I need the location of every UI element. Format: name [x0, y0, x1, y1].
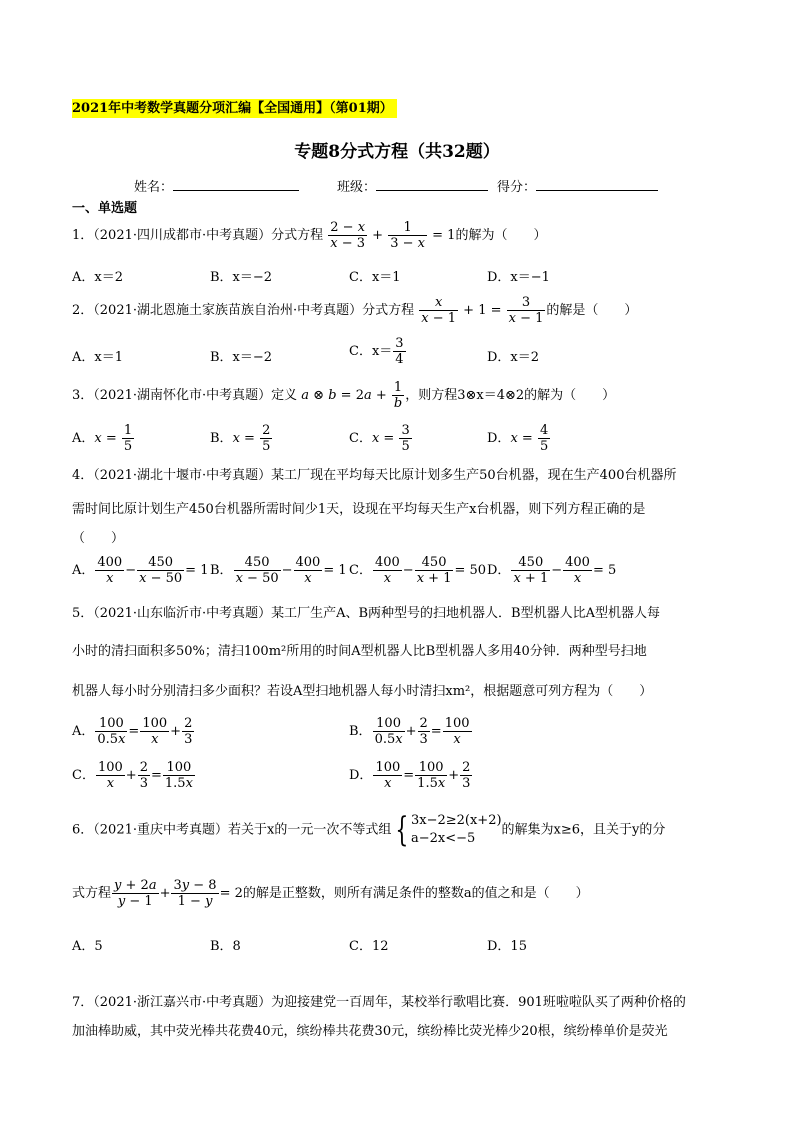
question-5-line-3: 机器人每小时分别清扫多少面积？若设A型扫地机器人每小时清扫xm²，根据题意可列方程为（ ） — [72, 684, 653, 699]
question-6-line-2-text: 式方程 — [72, 886, 112, 901]
option-d[interactable]: D．x = $\frac{4}{5}$ — [487, 423, 549, 454]
question-1-text: 1．（2021·四川成都市·中考真题）分式方程 — [72, 228, 324, 243]
question-7-line-1: 7．（2021·浙江嘉兴市·中考真题）为迎接建党一百周年，某校举行歌唱比赛．901班啦啦队买了两种价格的 — [72, 995, 686, 1010]
option-a[interactable]: A．x = $\frac{1}{5}$ — [72, 423, 133, 454]
formula: $\frac{y + 2a}{y - 1}$ — [114, 878, 157, 909]
question-6-text: 6．（2021·重庆中考真题）若关于x的一元一次不等式组 — [72, 822, 392, 838]
inequality-1: 3x−2≥2(x+2) — [410, 813, 502, 828]
option-c[interactable]: C．12 — [349, 939, 389, 954]
question-4-line-2: 需时间比原计划生产450台机器所需时间少1天，设现在平均每天生产x台机器，则下列方程正确的是 — [72, 502, 646, 517]
option-c[interactable]: C．x = $\frac{3}{5}$ — [349, 423, 410, 454]
option-d[interactable]: D． $\frac{450}{x + 1}$ − $\frac{400}{x}$ = 5 — [487, 555, 617, 586]
section-heading: 一、单选题 — [72, 201, 138, 216]
option-b[interactable]: B． $\frac{100}{0.5x}$ + $\frac{2}{3}$ = $\frac{100}{x}$ — [349, 716, 470, 747]
formula: $\frac{x}{x - 1}$ — [421, 295, 457, 326]
question-7-line-2: 加油棒助威，其中荧光棒共花费40元，缤纷棒共花费30元，缤纷棒比荧光棒少20根，缤纷棒单价是荧光 — [72, 1024, 668, 1039]
option-d[interactable]: D．x＝−1 — [487, 270, 550, 285]
formula: $\frac{2 - x}{x - 3}$ — [330, 220, 366, 251]
question-1-tail: 的解为（ ） — [455, 228, 547, 243]
question-6-line-2-tail: 的解是正整数，则所有满足条件的整数a的值之和是（ ） — [242, 886, 589, 901]
class-label: 班级： — [337, 180, 377, 195]
option-c[interactable] — [349, 336, 407, 367]
question-6-tail: 的解集为x≥6，且关于y的分 — [501, 822, 666, 838]
option-c[interactable]: C．x＝1 — [349, 270, 401, 285]
score-field[interactable] — [497, 176, 658, 195]
question-2: 2．（2021·湖北恩施土家族苗族自治州·中考真题）分式方程 $\frac{x}{x - 1}$ + 1 = $\frac{3}{x - 1}$ 的解是（ ） — [72, 295, 638, 326]
option-a[interactable]: A．x＝1 — [72, 350, 123, 365]
name-label: 姓名： — [134, 180, 174, 195]
formula: $\frac{1}{b}$ — [393, 380, 403, 411]
option-a[interactable]: A．5 — [72, 939, 103, 954]
score-label: 得分： — [497, 180, 537, 195]
class-blank[interactable] — [376, 178, 488, 191]
question-3: 3．（2021·湖南怀化市·中考真题）定义 a ⊗ b = 2a + $\frac{1}{b}$ ，则方程3⊗x＝4⊗2的解为（ ） — [72, 380, 616, 411]
formula: $\frac{3}{x - 1}$ — [508, 295, 544, 326]
option-b[interactable]: B．x = $\frac{2}{5}$ — [210, 423, 271, 454]
question-2-text: 2．（2021·湖北恩施土家族苗族自治州·中考真题）分式方程 — [72, 303, 415, 318]
option-a[interactable]: A． $\frac{400}{x}$ − $\frac{450}{x - 50}$ = 1 — [72, 555, 209, 586]
series-banner: 2021年中考数学真题分项汇编【全国通用】（第01期） — [72, 99, 397, 118]
option-a[interactable]: A．x＝2 — [72, 270, 123, 285]
score-blank[interactable] — [536, 178, 658, 191]
formula: $\frac{3}{4}$ — [395, 336, 404, 367]
option-a[interactable]: A． $\frac{100}{0.5x}$ = $\frac{100}{x}$ + $\frac{2}{3}$ — [72, 716, 193, 747]
formula: $\frac{3y - 8}{1 - y}$ — [173, 878, 217, 909]
question-2-tail: 的解是（ ） — [546, 303, 638, 318]
inequality-system — [411, 812, 502, 848]
question-4-line-1: 4．（2021·湖北十堰市·中考真题）某工厂现在平均每天比原计划多生产50台机器，现在生产400台机器所 — [72, 468, 677, 483]
option-d[interactable]: D．x＝2 — [487, 350, 540, 365]
option-b[interactable]: B．8 — [210, 939, 241, 954]
question-5-line-1: 5．（2021·山东临沂市·中考真题）某工厂生产A、B两种型号的扫地机器人．B型机器人比A型机器人每 — [72, 606, 661, 621]
question-3-tail: ，则方程3⊗x＝4⊗2的解为（ ） — [405, 388, 616, 403]
option-c[interactable]: C． $\frac{100}{x}$ + $\frac{2}{3}$ = $\frac{100}{1.5x}$ — [72, 760, 193, 791]
formula: $\frac{1}{3 - x}$ — [390, 220, 425, 251]
brace-icon: { — [395, 810, 409, 850]
page-title: 专题8分式方程（共32题） — [294, 142, 500, 162]
name-blank[interactable] — [173, 178, 299, 191]
option-b[interactable]: B． $\frac{450}{x - 50}$ − $\frac{400}{x}$ = 1 — [210, 555, 347, 586]
name-field[interactable] — [134, 176, 299, 195]
question-6-line-1 — [72, 812, 665, 848]
option-c[interactable]: C． $\frac{400}{x}$ − $\frac{450}{x + 1}$ = 50 — [349, 555, 487, 586]
class-field[interactable] — [337, 176, 488, 195]
question-3-text: 3．（2021·湖南怀化市·中考真题）定义 — [72, 388, 298, 403]
inequality-2: a−2x<−5 — [410, 831, 476, 846]
question-1: 1．（2021·四川成都市·中考真题）分式方程 $\frac{2 - x}{x - 3}$ + $\frac{1}{3 - x}$ = 1的解为（ ） — [72, 220, 547, 251]
option-d[interactable]: D． $\frac{100}{x}$ = $\frac{100}{1.5x}$ + $\frac{2}{3}$ — [349, 760, 471, 791]
option-b[interactable]: B．x＝−2 — [210, 270, 273, 285]
option-c-label: C．x＝ — [349, 344, 393, 359]
option-b[interactable]: B．x＝−2 — [210, 350, 273, 365]
question-5-line-2: 小时的清扫面积多50%；清扫100m²所用的时间A型机器人比B型机器人多用40分钟．两种型号扫地 — [72, 644, 647, 659]
question-6-line-2: 式方程 $\frac{y + 2a}{y - 1}$ + $\frac{3y - 8}{1 - y}$ = 2的解是正整数，则所有满足条件的整数a的值之和是（ ） — [72, 878, 589, 909]
question-4-line-3: （ ） — [72, 531, 125, 546]
option-d[interactable]: D．15 — [487, 939, 527, 954]
